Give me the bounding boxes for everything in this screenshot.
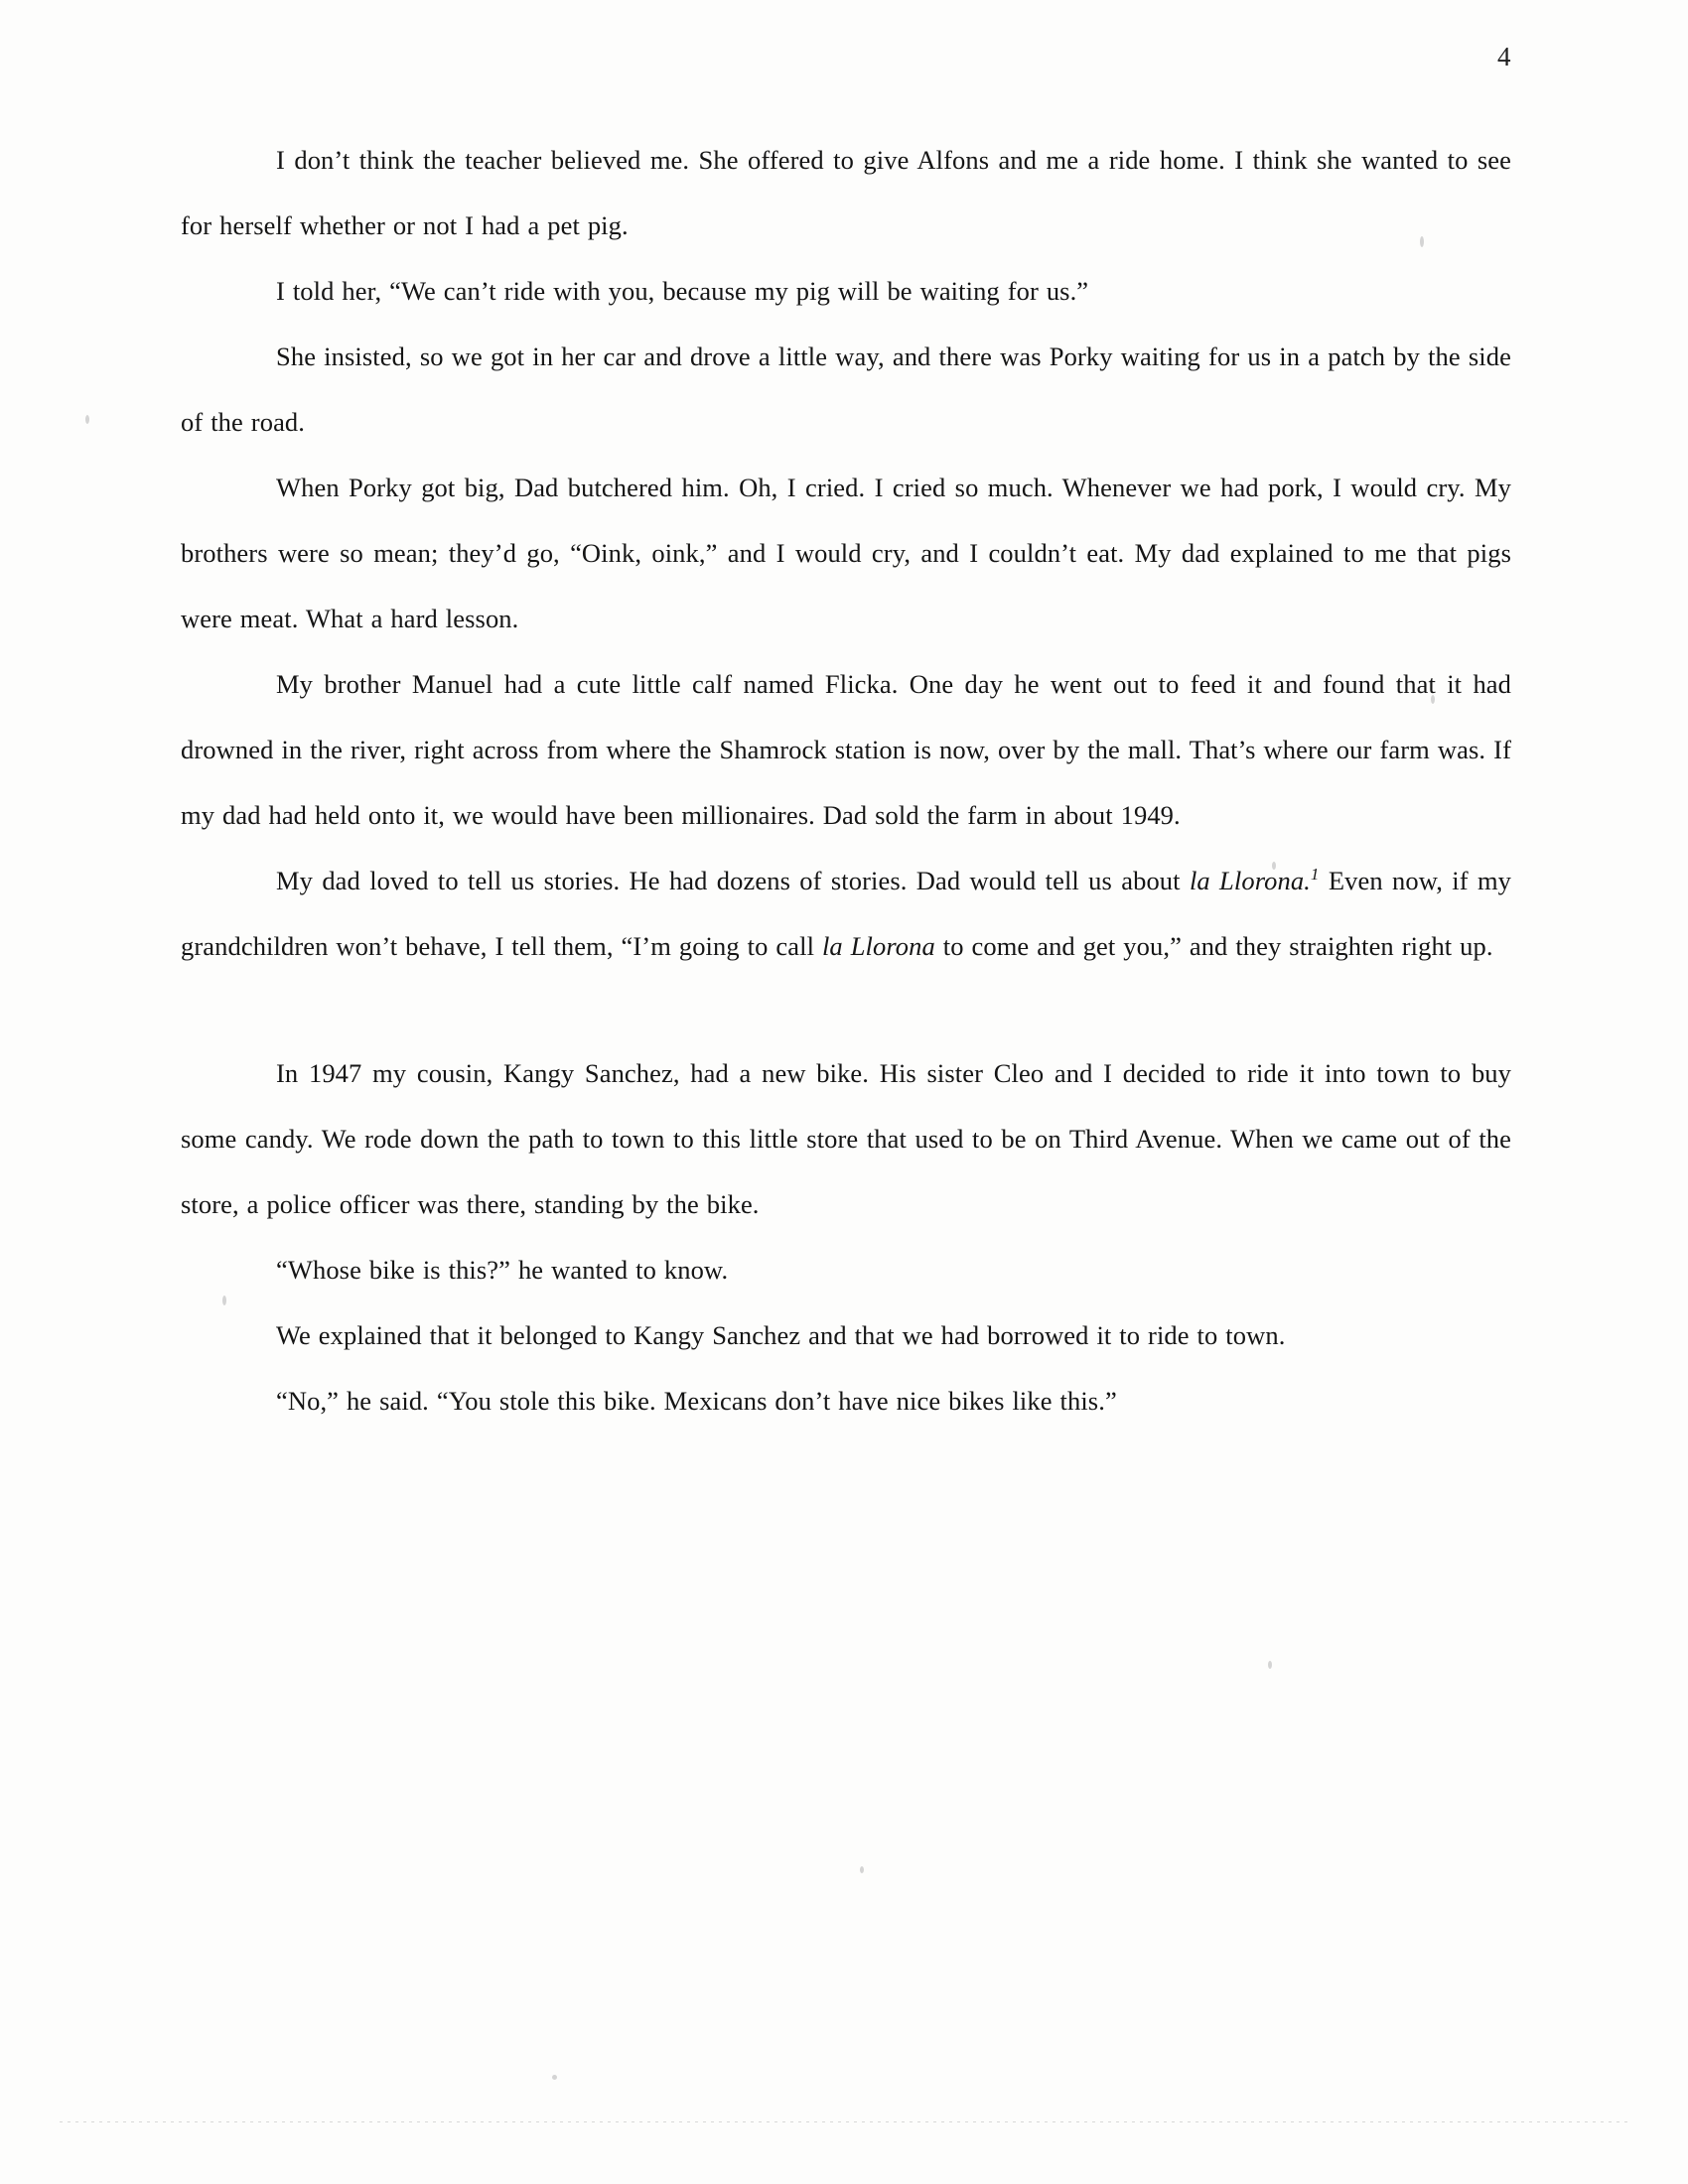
paragraph xyxy=(181,848,1511,979)
text-run: When Porky got big, Dad butchered him. Oh, I cried. I cried so much. Whenever we had pork, I would cry. My brothers were so mean; they’d go, “Oink, oink,” and I would cry, and I couldn’t eat. My dad explained to me that pigs were meat. What a hard lesson. xyxy=(181,473,1511,633)
scan-speck xyxy=(860,1866,864,1873)
paragraph xyxy=(181,1237,1511,1302)
paragraph xyxy=(181,258,1511,324)
text-run: My dad loved to tell us stories. He had dozens of stories. Dad would tell us about xyxy=(276,866,1190,895)
text-run: She insisted, so we got in her car and drove a little way, and there was Porky waiting for us in a patch by the side of the road. xyxy=(181,341,1511,437)
paragraph xyxy=(181,455,1511,651)
paragraph xyxy=(181,651,1511,848)
footnote-reference-marker: 1 xyxy=(1310,865,1320,885)
paragraph xyxy=(181,127,1511,258)
italic-phrase: la Llorona. xyxy=(1189,866,1311,895)
scan-speck xyxy=(1431,695,1435,704)
paragraph xyxy=(181,1368,1511,1433)
paragraph xyxy=(181,1040,1511,1237)
text-run: I don’t think the teacher believed me. She offered to give Alfons and me a ride home. I think she wanted to see for herself whether or not I had a pet pig. xyxy=(181,145,1511,240)
text-run: to come and get you,” and they straighten right up. xyxy=(934,931,1493,961)
scan-speck xyxy=(1268,1661,1272,1669)
text-run: I told her, “We can’t ride with you, because my pig will be waiting for us.” xyxy=(276,276,1089,306)
page-number: 4 xyxy=(1497,42,1511,71)
paragraph xyxy=(181,324,1511,455)
scan-speck xyxy=(1272,862,1276,870)
text-run: “Whose bike is this?” he wanted to know. xyxy=(276,1255,729,1285)
scan-speck xyxy=(1420,236,1424,247)
text-run: We explained that it belonged to Kangy Sanchez and that we had borrowed it to ride to town. xyxy=(276,1320,1286,1350)
scan-speck xyxy=(222,1296,226,1305)
document-body xyxy=(181,127,1511,1433)
text-run: In 1947 my cousin, Kangy Sanchez, had a new bike. His sister Cleo and I decided to ride it into town to buy some candy. We rode down the path to town to this little store that used to be on Third Avenue. When we came out of the store, a police officer was there, standing by the bike. xyxy=(181,1058,1511,1219)
scan-speck xyxy=(552,2075,557,2080)
text-run: Even now, if my grandchildren won’t behave, I tell them, “I’m going to call xyxy=(181,866,1512,961)
italic-phrase: la Llorona xyxy=(821,931,935,961)
text-run: “No,” he said. “You stole this bike. Mexicans don’t have nice bikes like this.” xyxy=(276,1386,1117,1416)
paragraph xyxy=(181,1302,1511,1368)
page-bottom-edge-artifact xyxy=(60,2121,1628,2122)
scan-speck xyxy=(85,415,89,424)
text-run: My brother Manuel had a cute little calf named Flicka. One day he went out to feed it and found that it had drowned in the river, right across from where the Shamrock station is now, over by the mall. That’s where our farm was. If my dad had held onto it, we would have been millionaires. Dad sold the farm in about 1949. xyxy=(181,669,1511,830)
